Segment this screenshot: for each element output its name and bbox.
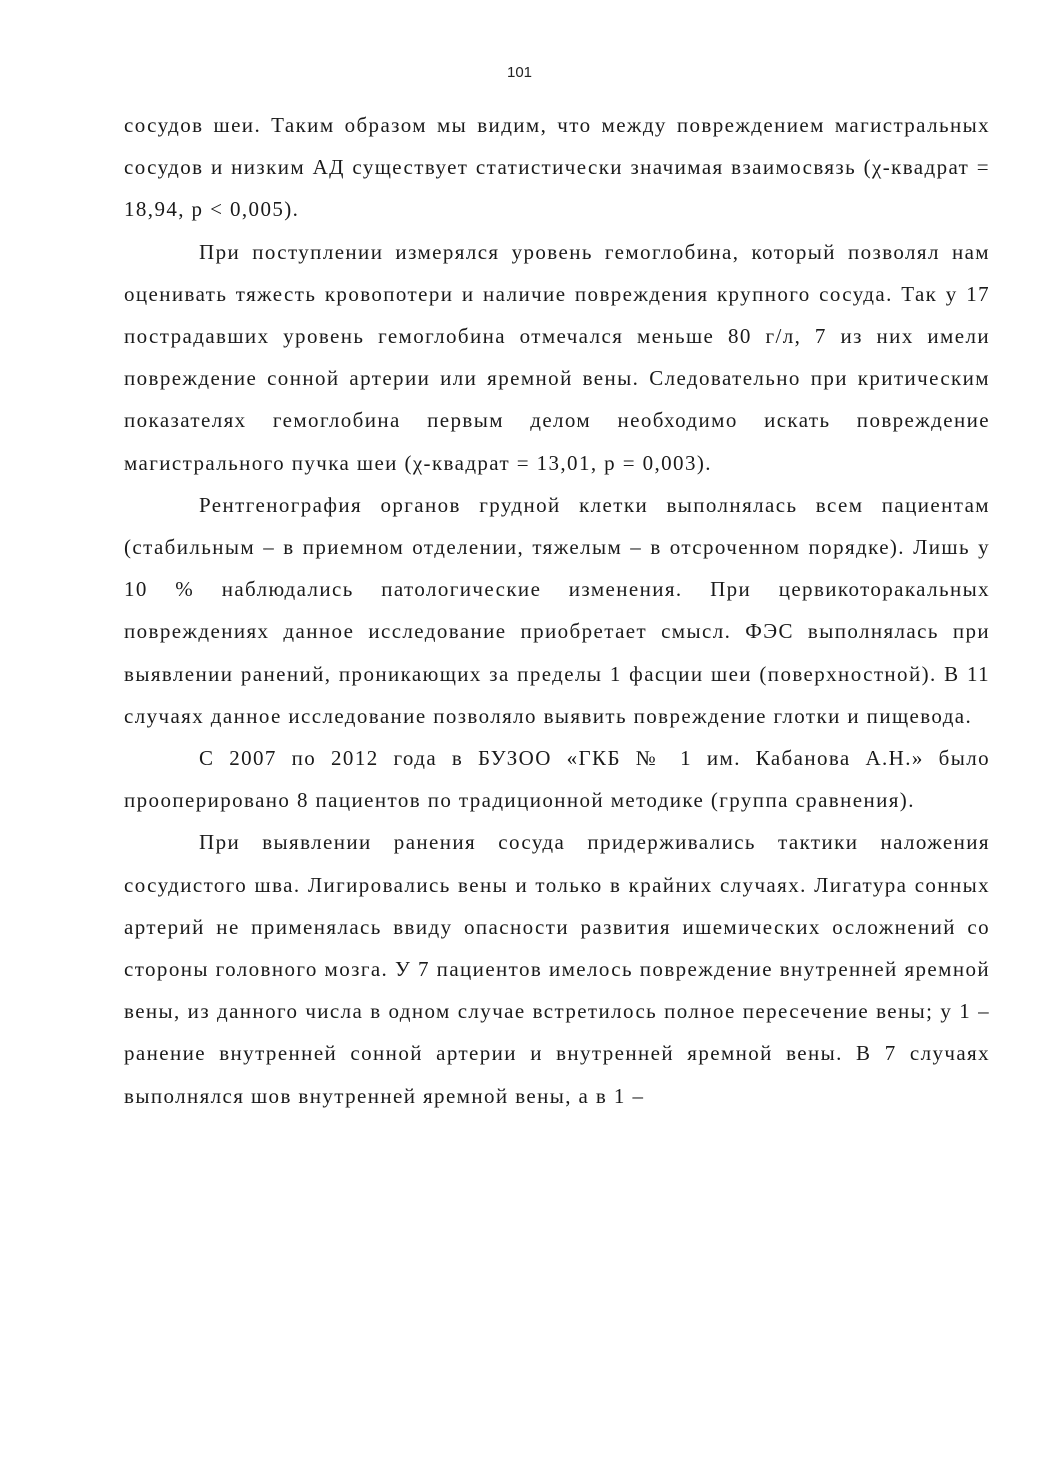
paragraph-4: С 2007 по 2012 года в БУЗОО «ГКБ № 1 им. Кабанова А.Н.» было прооперировано 8 пациентов по традиционной методике (группа сравнения). [124, 746, 990, 813]
body-text [124, 104, 990, 1117]
paragraph-2: При поступлении измерялся уровень гемоглобина, который позволял нам оценивать тяжесть кровопотери и наличие повреждения крупного сосуда. Так у 17 пострадавших уровень гемоглобина отмечался меньше 80 г/л, 7 из них имели повреждение сонной артерии или яремной вены. Следовательно при критическим показателях гемоглобина первым делом необходимо искать повреждение магистрального пучка шеи (χ-квадрат = 13,01, p = 0,003). [124, 239, 990, 475]
paragraph-5: При выявлении ранения сосуда придерживались тактики наложения сосудистого шва. Лигировались вены и только в крайних случаях. Лигатура сонных артерий не применялась ввиду опасности развития ишемических осложнений со стороны головного мозга. У 7 пациентов имелось повреждение внутренней яремной вены, из данного числа в одном случае встретилось полное пересечение вены; у 1 – ранение внутренней сонной артерии и внутренней яремной вены. В 7 случаях выполнялся шов внутренней яремной вены, а в 1 – [124, 830, 990, 1108]
paragraph-1: сосудов шеи. Таким образом мы видим, что между повреждением магистральных сосудов и низким АД существует статистически значимая взаимосвязь (χ-квадрат = 18,94, p < 0,005). [124, 113, 990, 222]
page-number: 101 [506, 64, 533, 81]
paragraph-3: Рентгенография органов грудной клетки выполнялась всем пациентам (стабильным – в приемном отделении, тяжелым – в отсроченном порядке). Лишь у 10 % наблюдались патологические изменения. При цервикоторакальных повреждениях данное исследование приобретает смысл. ФЭС выполнялась при выявлении ранений, проникающих за пределы 1 фасции шеи (поверхностной). В 11 случаях данное исследование позволяло выявить повреждение глотки и пищевода. [124, 492, 990, 728]
